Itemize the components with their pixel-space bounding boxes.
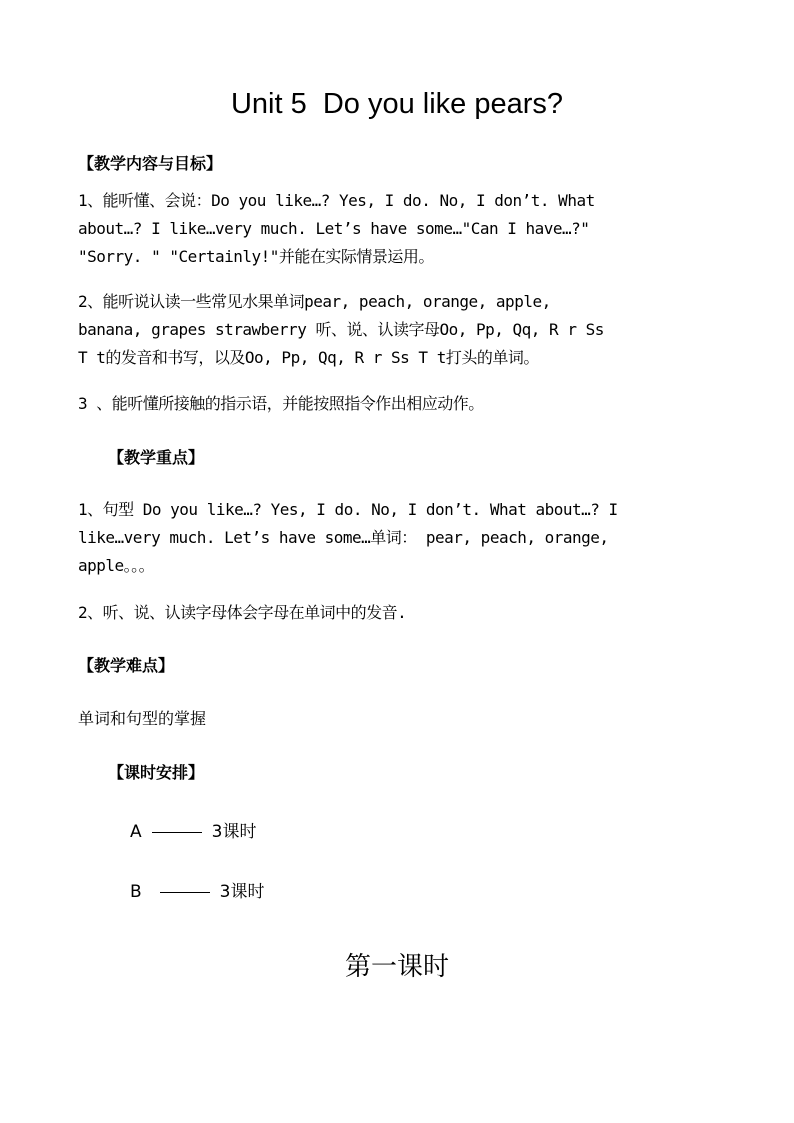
schedule-hours-a: 3课时 <box>211 822 257 842</box>
goal-item-2-line-2: banana, grapes strawberry 听、说、认读字母Oo, Pp, Qq, R r Ss <box>78 320 604 339</box>
schedule-hours-b: 3课时 <box>219 882 265 902</box>
heading-key-points: 【教学重点】 <box>108 448 205 467</box>
key-point-1-line-1: 1、句型 Do you like…? Yes, I do. No, I don’t. What about…? I <box>78 500 618 519</box>
goal-item-1-line-3: "Sorry. " "Certainly!"并能在实际情景运用。 <box>78 247 434 266</box>
key-point-1-line-2: like…very much. Let’s have some…单词： pear, peach, orange, <box>78 528 609 547</box>
goal-item-3-line-1: 3 、能听懂所接触的指示语，并能按照指令作出相应动作。 <box>78 394 484 413</box>
difficulties-text: 单词和句型的掌握 <box>78 709 207 728</box>
goal-item-2 <box>78 288 758 372</box>
goal-item-2-line-3: T t的发音和书写，以及Oo, Pp, Qq, R r Ss T t打头的单词。 <box>78 348 539 367</box>
key-point-1 <box>78 496 758 580</box>
dash-divider <box>160 892 210 893</box>
schedule-row-a <box>130 821 256 843</box>
lesson-title: 第一课时 <box>344 952 449 982</box>
heading-schedule: 【课时安排】 <box>108 763 205 782</box>
goal-item-1-line-1: 1、能听懂、会说：Do you like…? Yes, I do. No, I don’t. What <box>78 191 595 210</box>
unit-title: Unit 5 Do you like pears? <box>230 88 564 120</box>
goal-item-2-line-1: 2、能听说认读一些常见水果单词pear, peach, orange, apple, <box>78 292 551 311</box>
key-point-1-line-3: apple。。。 <box>78 556 155 575</box>
key-point-2-line-1: 2、听、说、认读字母体会字母在单词中的发音. <box>78 603 407 622</box>
schedule-part-b: B <box>130 882 142 902</box>
goal-item-1-line-2: about…? I like…very much. Let’s have some…"Can I have…?" <box>78 219 590 238</box>
heading-content-goals: 【教学内容与目标】 <box>78 154 223 173</box>
heading-difficulties: 【教学难点】 <box>78 656 175 675</box>
goal-item-3 <box>78 390 758 418</box>
key-point-2 <box>78 599 758 627</box>
goal-item-1 <box>78 187 758 271</box>
schedule-part-a: A <box>130 822 142 842</box>
schedule-row-b <box>130 881 265 903</box>
dash-divider <box>152 832 202 833</box>
